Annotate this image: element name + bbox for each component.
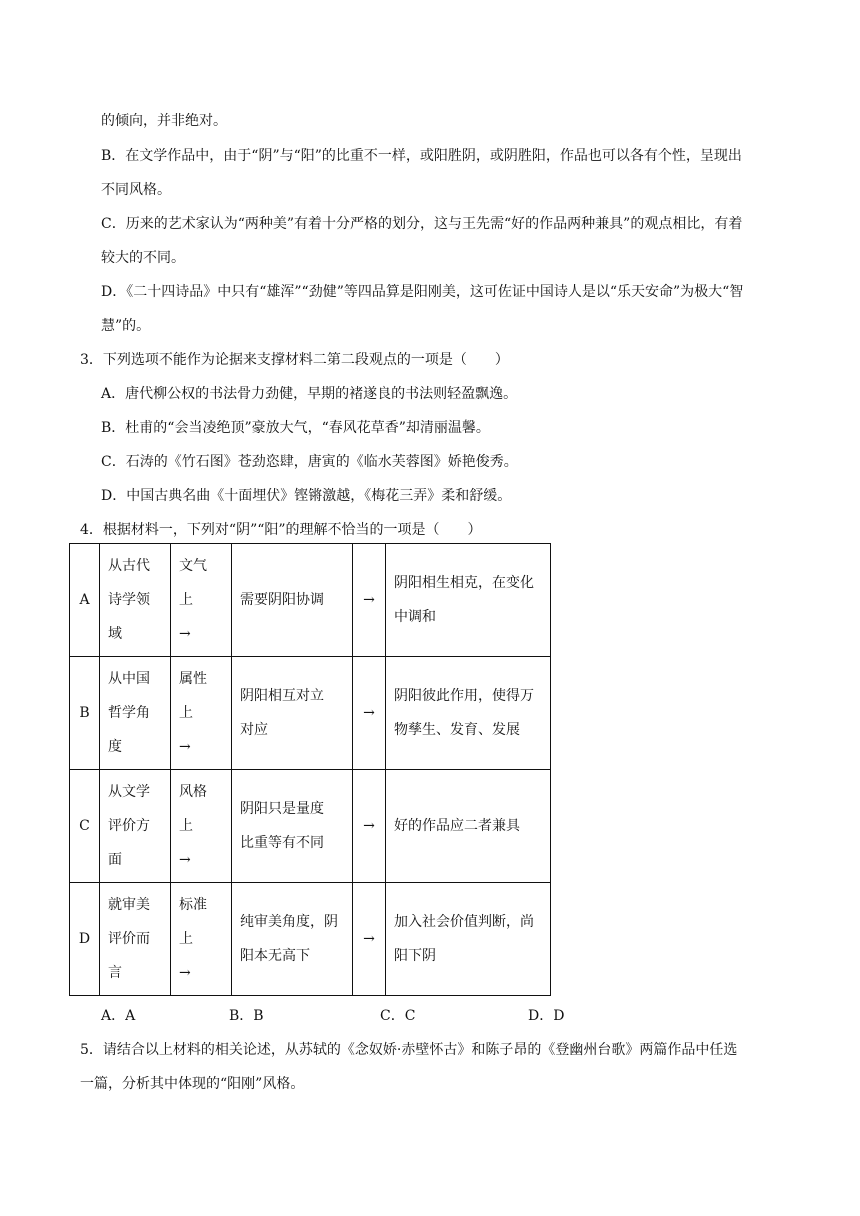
- row-letter: A: [70, 544, 100, 657]
- row-field: 就审美 评价而 言: [100, 883, 171, 996]
- q2-option-d-line2: 慧”的。: [101, 318, 151, 334]
- row-aspect: 标准 上 →: [171, 883, 232, 996]
- row-premise: 需要阴阳协调: [232, 544, 353, 657]
- arrow-icon: →: [353, 770, 386, 883]
- q3-option-a: A．唐代柳公权的书法骨力劲健，早期的褚遂良的书法则轻盈飘逸。: [101, 386, 518, 402]
- table-row: [70, 770, 551, 883]
- arrow-icon: →: [353, 883, 386, 996]
- row-letter: D: [70, 883, 100, 996]
- q3-option-b: B．杜甫的“会当凌绝顶”豪放大气，“春风花草香”却清丽温馨。: [101, 420, 490, 436]
- row-premise: 阴阳相互对立 对应: [232, 657, 353, 770]
- q5-line2: 一篇，分析其中体现的“阳刚”风格。: [80, 1076, 305, 1092]
- q2-option-d-line1: D．《二十四诗品》中只有“雄浑”“劲健”等四品算是阳刚美，这可佐证中国诗人是以“乐天安命”为极大“智: [101, 284, 744, 300]
- q4-options-table: [69, 543, 551, 996]
- q4-stem: 4．根据材料一，下列对“阴”“阳”的理解不恰当的一项是（ ）: [80, 522, 482, 538]
- row-premise: 阴阳只是量度 比重等有不同: [232, 770, 353, 883]
- q3-option-c: C．石涛的《竹石图》苍劲恣肆，唐寅的《临水芙蓉图》娇艳俊秀。: [101, 454, 518, 470]
- row-field: 从中国 哲学角 度: [100, 657, 171, 770]
- table-row: [70, 657, 551, 770]
- row-aspect: 风格 上 →: [171, 770, 232, 883]
- answer-choice-c[interactable]: C．C: [380, 1008, 416, 1024]
- q5-line1: 5．请结合以上材料的相关论述，从苏轼的《念奴娇·赤壁怀古》和陈子昂的《登幽州台歌》两篇作品中任选: [80, 1042, 738, 1058]
- q2-option-c-line1: C．历来的艺术家认为“两种美”有着十分严格的划分，这与王先需“好的作品两种兼具”的观点相比，有着: [101, 216, 743, 232]
- row-letter: C: [70, 770, 100, 883]
- q2-option-b-line2: 不同风格。: [101, 182, 171, 198]
- row-result: 好的作品应二者兼具: [386, 770, 551, 883]
- q2-option-b-line1: B．在文学作品中，由于“阴”与“阳”的比重不一样，或阳胜阴，或阴胜阳，作品也可以各有个性，呈现出: [101, 148, 742, 164]
- answer-choice-a[interactable]: A．A: [101, 1008, 136, 1024]
- row-result: 加入社会价值判断，尚 阳下阴: [386, 883, 551, 996]
- table-row: [70, 883, 551, 996]
- answer-choice-b[interactable]: B．B: [229, 1008, 264, 1024]
- q3-option-d: D．中国古典名曲《十面埋伏》铿锵激越，《梅花三弄》柔和舒缓。: [101, 488, 512, 504]
- arrow-icon: →: [353, 544, 386, 657]
- q2-option-c-line2: 较大的不同。: [101, 250, 185, 266]
- row-aspect: 文气 上 →: [171, 544, 232, 657]
- q2-option-a-tail: 的倾向，并非绝对。: [101, 113, 227, 129]
- arrow-icon: →: [353, 657, 386, 770]
- row-premise: 纯审美角度，阴 阳本无高下: [232, 883, 353, 996]
- answer-choice-d[interactable]: D．D: [528, 1008, 565, 1024]
- row-result: 阴阳相生相克，在变化 中调和: [386, 544, 551, 657]
- table-row: [70, 544, 551, 657]
- row-field: 从古代 诗学领 域: [100, 544, 171, 657]
- q3-stem: 3．下列选项不能作为论据来支撑材料二第二段观点的一项是（ ）: [80, 352, 509, 368]
- row-aspect: 属性 上 →: [171, 657, 232, 770]
- row-letter: B: [70, 657, 100, 770]
- row-result: 阴阳彼此作用，使得万 物孳生、发育、发展: [386, 657, 551, 770]
- row-field: 从文学 评价方 面: [100, 770, 171, 883]
